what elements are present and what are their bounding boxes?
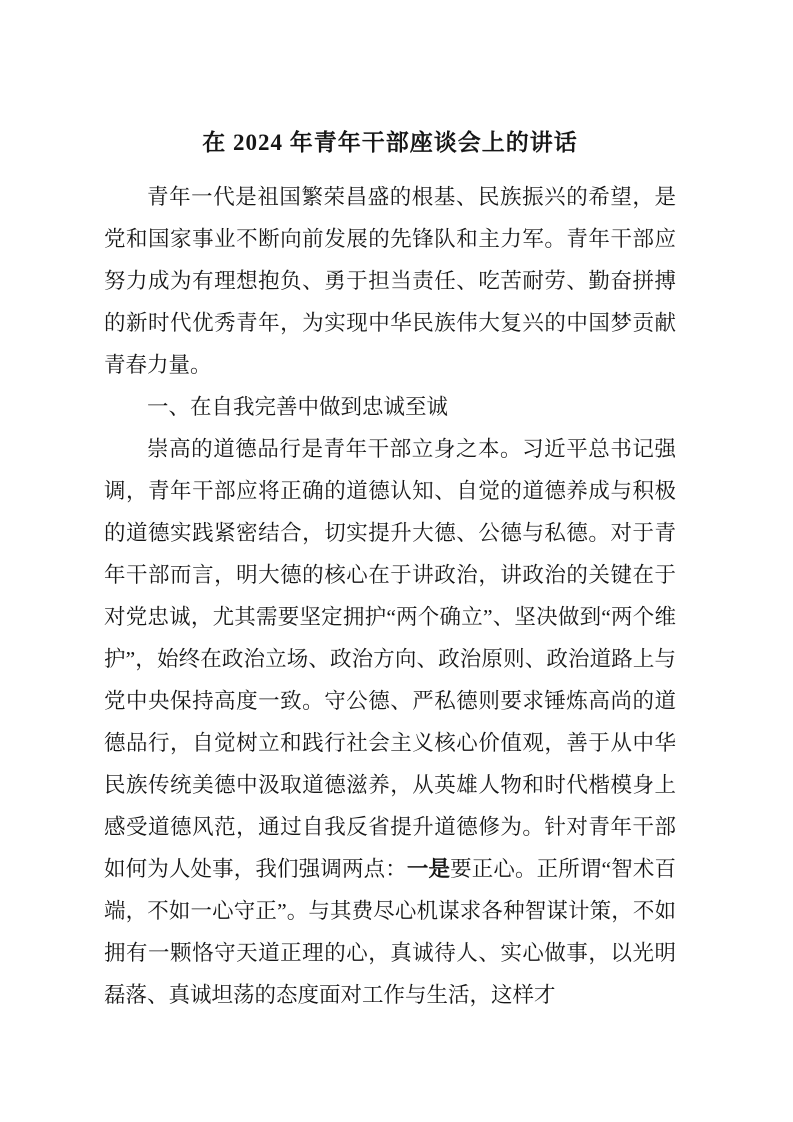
- paragraph-intro: 青年一代是祖国繁荣昌盛的根基、民族振兴的希望，是党和国家事业不断向前发展的先锋队和主力军。青年干部应努力成为有理想抱负、勇于担当责任、吃苦耐劳、勤奋拼搏的新时代优秀青年，为实现中华民族伟大复兴的中国梦贡献青春力量。: [104, 185, 676, 377]
- paragraph-section-1: [104, 428, 676, 1016]
- document-content: [104, 120, 676, 1016]
- section-heading-1: 一、在自我完善中做到忠诚至诚: [147, 395, 449, 419]
- paragraph-run-2-bold: 一是: [406, 857, 451, 881]
- document-title: 在 2024 年青年干部座谈会上的讲话: [202, 130, 578, 155]
- paragraph-run-1: 崇高的道德品行是青年干部立身之本。习近平总书记强调，青年干部应将正确的道德认知、自觉的道德养成与积极的道德实践紧密结合，切实提升大德、公德与私德。对于青年干部而言，明大德的核心在于讲政治，讲政治的关键在于对党忠诚，尤其需要坚定拥护“两个确立”、坚决做到“两个维护”，始终在政治立场、政治方向、政治原则、政治道路上与党中央保持高度一致。守公德、严私德则要求锤炼高尚的道德品行，自觉树立和践行社会主义核心价值观，善于从中华民族传统美德中汲取道德滋养，从英雄人物和时代楷模身上感受道德风范，通过自我反省提升道德修为。针对青年干部如何为人处事，我们强调两点：: [104, 437, 676, 881]
- paragraph-run-3: 要正心。正所谓“智术百端，不如一心守正”。与其费尽心机谋求各种智谋计策，不如拥有一颗恪守天道正理的心，真诚待人、实心做事，以光明磊落、真诚坦荡的态度面对工作与生活，这样才: [104, 857, 676, 1007]
